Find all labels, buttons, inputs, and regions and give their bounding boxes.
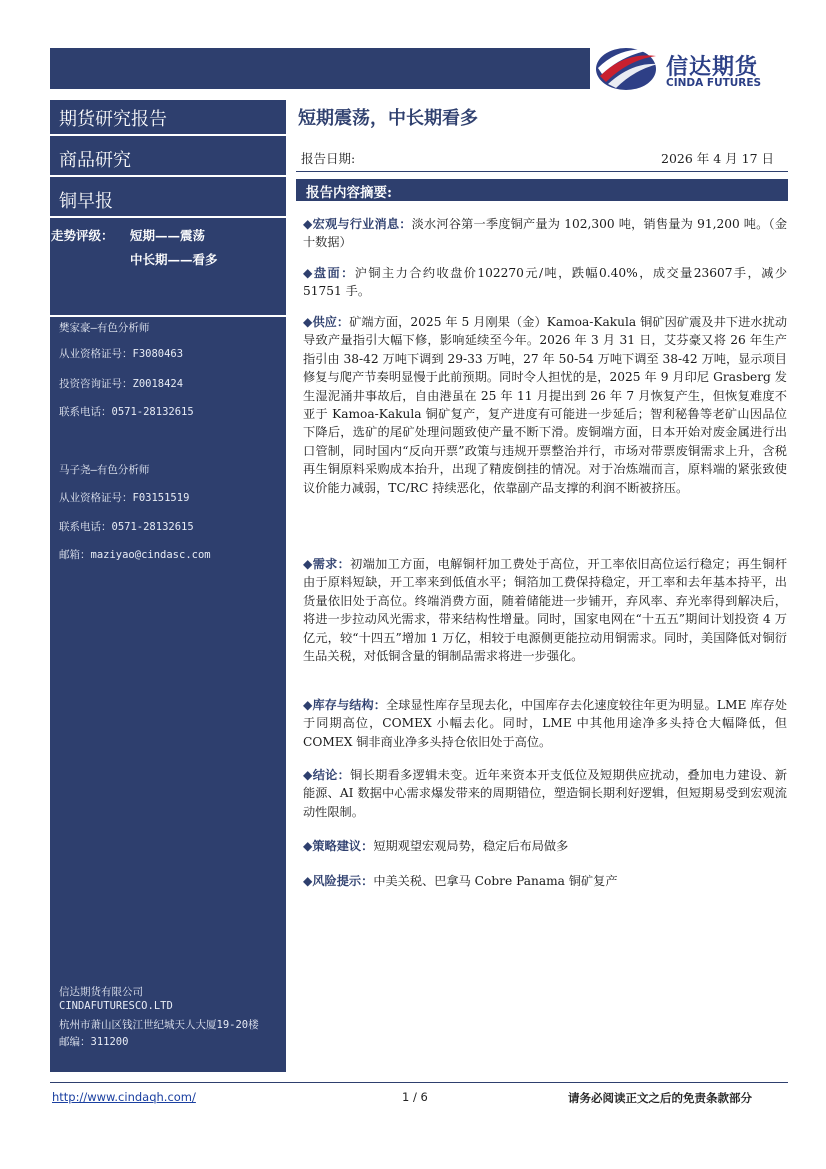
section-heading: 风险提示： [312,874,374,888]
section-heading: 盘面： [313,266,355,280]
section-risk [303,872,787,890]
section-body: 初端加工方面，电解铜杆加工费处于高位，开工率依旧高位运行稳定；再生铜杆由于原料短缺，开工率来到低值水平；铜箔加工费保持稳定，开工率和去年基本持平，出货量依旧处于高位。终端消费方面，随着储能进一步铺开，弃风率、弃光率得到解决后，将进一步拉动风光需求，带来结构性增量。同时，国家电网在“十五五”期间计划投资 4 万亿元，较“十四五”增加 1 万亿，相较于电源侧更能拉动用铜需求。同时，美国降低对铜衍生品关税，对低铜含量的铜制品需求将进一步强化。 [303,557,788,664]
sidebar-divider [50,315,286,317]
diamond-bullet-icon: ◆ [303,768,313,782]
diamond-bullet-icon: ◆ [303,315,313,329]
section-demand [303,555,787,665]
section-conclusion [303,766,787,821]
cinda-logo [594,46,784,94]
section-body: 矿端方面，2025 年 5 月刚果（金）Kamoa-Kakula 铜矿因矿震及井下进水扰动导致产量指引大幅下修，影响延续至今年。2026 年 3 月 31 日，艾芬豪又将 26 年生产指引由 38-42 万吨下调到 29-33 万吨，27 年 50-54 万吨下调至 38-42 万吨，显示项目修复与爬产节奏明显慢于此前预期。同时令人担忧的是，2025 年 9 月印尼 Grasberg 发生湿泥涌井事故后，自由港虽在 25 年 11 月提出到 26 年 7 月恢复产生，但恢复难度不亚于 Kamoa-Kakula 铜矿复产，复产进度有可能进一步延后；智利秘鲁等老矿山因品位下降后，选矿的尾矿处理问题致使产量不断下滑。废铜端方面，日本开始对废金属进行出口管制，同时国内“反向开票”政策与违规开票整治并行，市场对带票废铜需求上升，含税再生铜原料采购成本抬升，出现了精废倒挂的情况。对于冶炼端而言，原料端的紧张致使议价能力减弱，TC/RC 持续恶化，依靠副产品支撑的利润不断被挤压。 [303,315,788,495]
category-label: 商品研究 [50,141,286,177]
page-number: 1 / 6 [402,1090,428,1104]
report-title: 短期震荡，中长期看多 [298,108,478,129]
section-strategy [303,837,787,855]
diamond-bullet-icon: ◆ [303,874,313,888]
section-body: 铜长期看多逻辑未变。近年来资本开支低位及短期供应扰动，叠加电力建设、新能源、AI 数据中心需求爆发带来的周期错位，塑造铜长期利好逻辑，但短期易受到宏观流动性限制。 [303,768,788,819]
subject-label: 铜早报 [50,182,286,218]
rating-label: 走势评级： [51,228,114,243]
report-date: 2026 年 4 月 17 日 [661,151,775,166]
disclaimer-note: 请务必阅读正文之后的免责条款部分 [568,1091,752,1105]
section-heading: 供应： [312,315,350,329]
section-body: 全球显性库存呈现去化，中国库存去化速度较往年更为明显。LME 库存处于同期高位，COMEX 小幅去化。同时，LME 中其他用途净多头持仓大幅降低，但 COMEX 铜非商业净多头持仓依旧处于高位。 [303,698,788,749]
company-address: 杭州市萧山区钱江世纪城天人大厦19-20楼 [59,1019,259,1031]
analyst-2-phone: 联系电话：0571-28132615 [59,521,194,533]
analyst-2-name: 马子尧—有色分析师 [59,464,150,476]
section-heading: 策略建议： [312,839,374,853]
analyst-1-license: 从业资格证号：F3080463 [59,348,184,360]
rating-short-term: 短期——震荡 [130,228,206,243]
footer-divider [50,1082,788,1083]
summary-heading: 报告内容摘要: [296,179,788,201]
analyst-1-advisor: 投资咨询证号：Z0018424 [59,378,184,390]
section-heading: 结论： [312,768,351,782]
section-body: 短期观望宏观局势，稳定后布局做多 [373,839,569,853]
analyst-1-phone: 联系电话：0571-28132615 [59,406,194,418]
section-market [303,264,787,301]
rating-mid-term: 中长期——看多 [130,252,218,267]
cinda-logo-mark-icon [594,46,660,92]
report-date-label: 报告日期: [301,151,356,166]
diamond-bullet-icon: ◆ [303,698,313,712]
company-name-cn: 信达期货有限公司 [59,986,143,998]
section-supply [303,313,787,497]
section-macro [303,215,787,252]
section-body: 中美关税、巴拿马 Cobre Panama 铜矿复产 [373,874,618,888]
report-type-label: 期货研究报告 [50,100,286,136]
company-name-en: CINDAFUTURESCO.LTD [59,1000,173,1012]
website-link[interactable]: http://www.cindaqh.com/ [52,1090,196,1104]
sidebar [50,100,286,1072]
company-postcode: 邮编：311200 [59,1036,129,1048]
section-inventory [303,696,787,751]
diamond-bullet-icon: ◆ [303,217,313,231]
header-bar [50,48,590,89]
diamond-bullet-icon: ◆ [303,266,314,280]
diamond-bullet-icon: ◆ [303,839,313,853]
analyst-2-email: 邮箱：maziyao@cindasc.com [59,549,211,561]
section-heading: 库存与结构： [312,698,386,712]
analyst-2-license: 从业资格证号：F03151519 [59,492,190,504]
section-body: 沪铜主力合约收盘价102270元/吨，跌幅0.40%，成交量23607手，减少 51751 手。 [303,266,788,299]
diamond-bullet-icon: ◆ [303,557,313,571]
logo-text-en: CINDA FUTURES [666,77,762,89]
title-divider [296,171,788,172]
analyst-1-name: 樊家豪—有色分析师 [59,322,150,334]
section-heading: 需求： [312,557,351,571]
section-body: 淡水河谷第一季度铜产量为 102,300 吨，销售量为 91,200 吨。（金十数据） [303,217,788,250]
logo-text-cn: 信达期货 [666,55,759,80]
section-heading: 宏观与行业消息： [312,217,412,231]
